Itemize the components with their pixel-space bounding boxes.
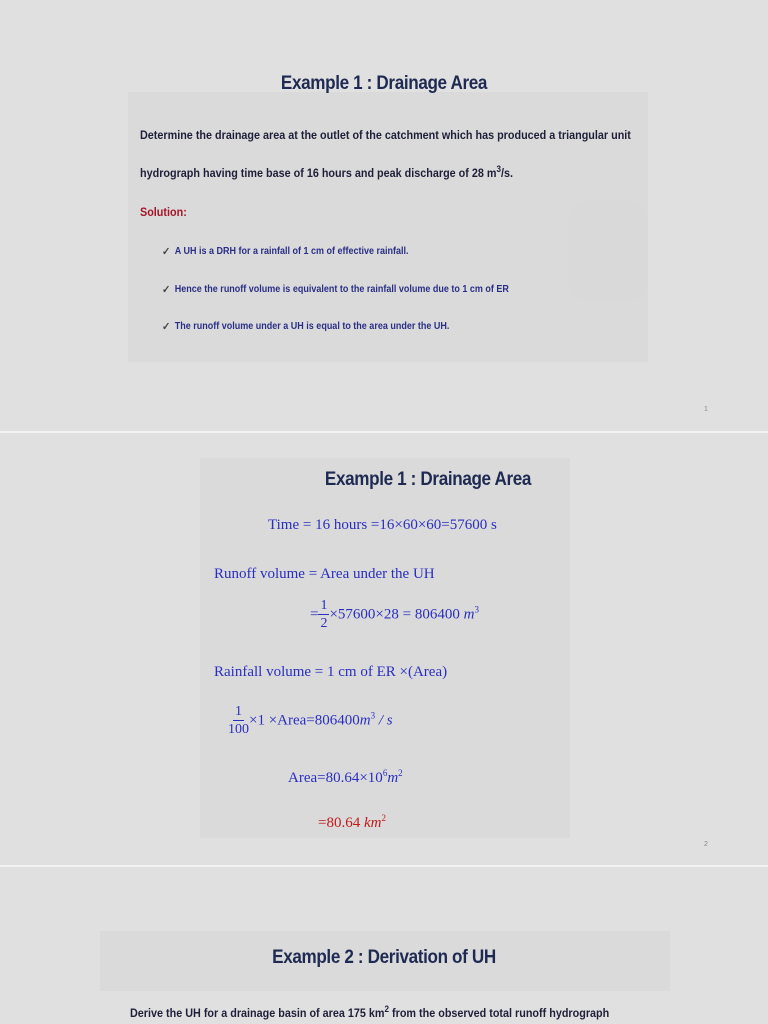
final-answer: =80.64 $km^2$ <box>318 813 386 831</box>
area-equation: $\frac{1}{100}$ $\times 1 \times Area=806400m^3 / s$ <box>228 704 393 737</box>
problem-line-2: hydrograph having time base of 16 hours and peak discharge of 28 $m^3/s$. <box>140 164 514 180</box>
watermark-figure <box>568 200 648 300</box>
check-mark-icon: ✓ <box>162 321 171 333</box>
bullet-item: ✓ A UH is a DRH for a rainfall of 1 cm of effective rainfall. <box>162 246 409 258</box>
area-result: $Area=80.64\times 10^6m^2$ <box>288 768 403 786</box>
solution-label: Solution: <box>140 205 187 219</box>
slide-title: Example 2 : Derivation of UH <box>272 947 496 968</box>
slide-1 <box>0 0 768 431</box>
slide-title: Example 1 : Drainage Area <box>280 73 488 94</box>
problem-line-1: Determine the drainage area at the outlet of the catchment which has produced a triangular unit <box>140 128 631 142</box>
slide-2 <box>0 433 768 865</box>
problem-statement: Derive the UH for a drainage basin of area 175 $km^2$ from the observed total runoff hydrograph <box>130 1004 610 1020</box>
slide-title: Example 1 : Drainage Area <box>324 469 532 490</box>
slide-number: 2 <box>704 841 708 848</box>
check-mark-icon: ✓ <box>162 284 171 296</box>
time-equation: Time = 16 hours =16×60×60=57600 s <box>268 517 497 533</box>
slide-number: 1 <box>704 406 708 413</box>
slide-3 <box>0 867 768 1024</box>
check-mark-icon: ✓ <box>162 246 171 258</box>
runoff-volume-equation: = $\frac{1}{2}$ ×57600×28 = 806400 $m^3$ <box>310 598 479 631</box>
bullet-item: ✓ Hence the runoff volume is equivalent to the rainfall volume due to 1 cm of ER <box>162 284 509 296</box>
bullet-item: ✓ The runoff volume under a UH is equal to the area under the UH. <box>162 321 450 333</box>
runoff-volume-line: Runoff volume = Area under the UH <box>214 566 435 582</box>
rainfall-volume-line: Rainfall volume = 1 cm of ER ×(Area) <box>214 664 448 680</box>
